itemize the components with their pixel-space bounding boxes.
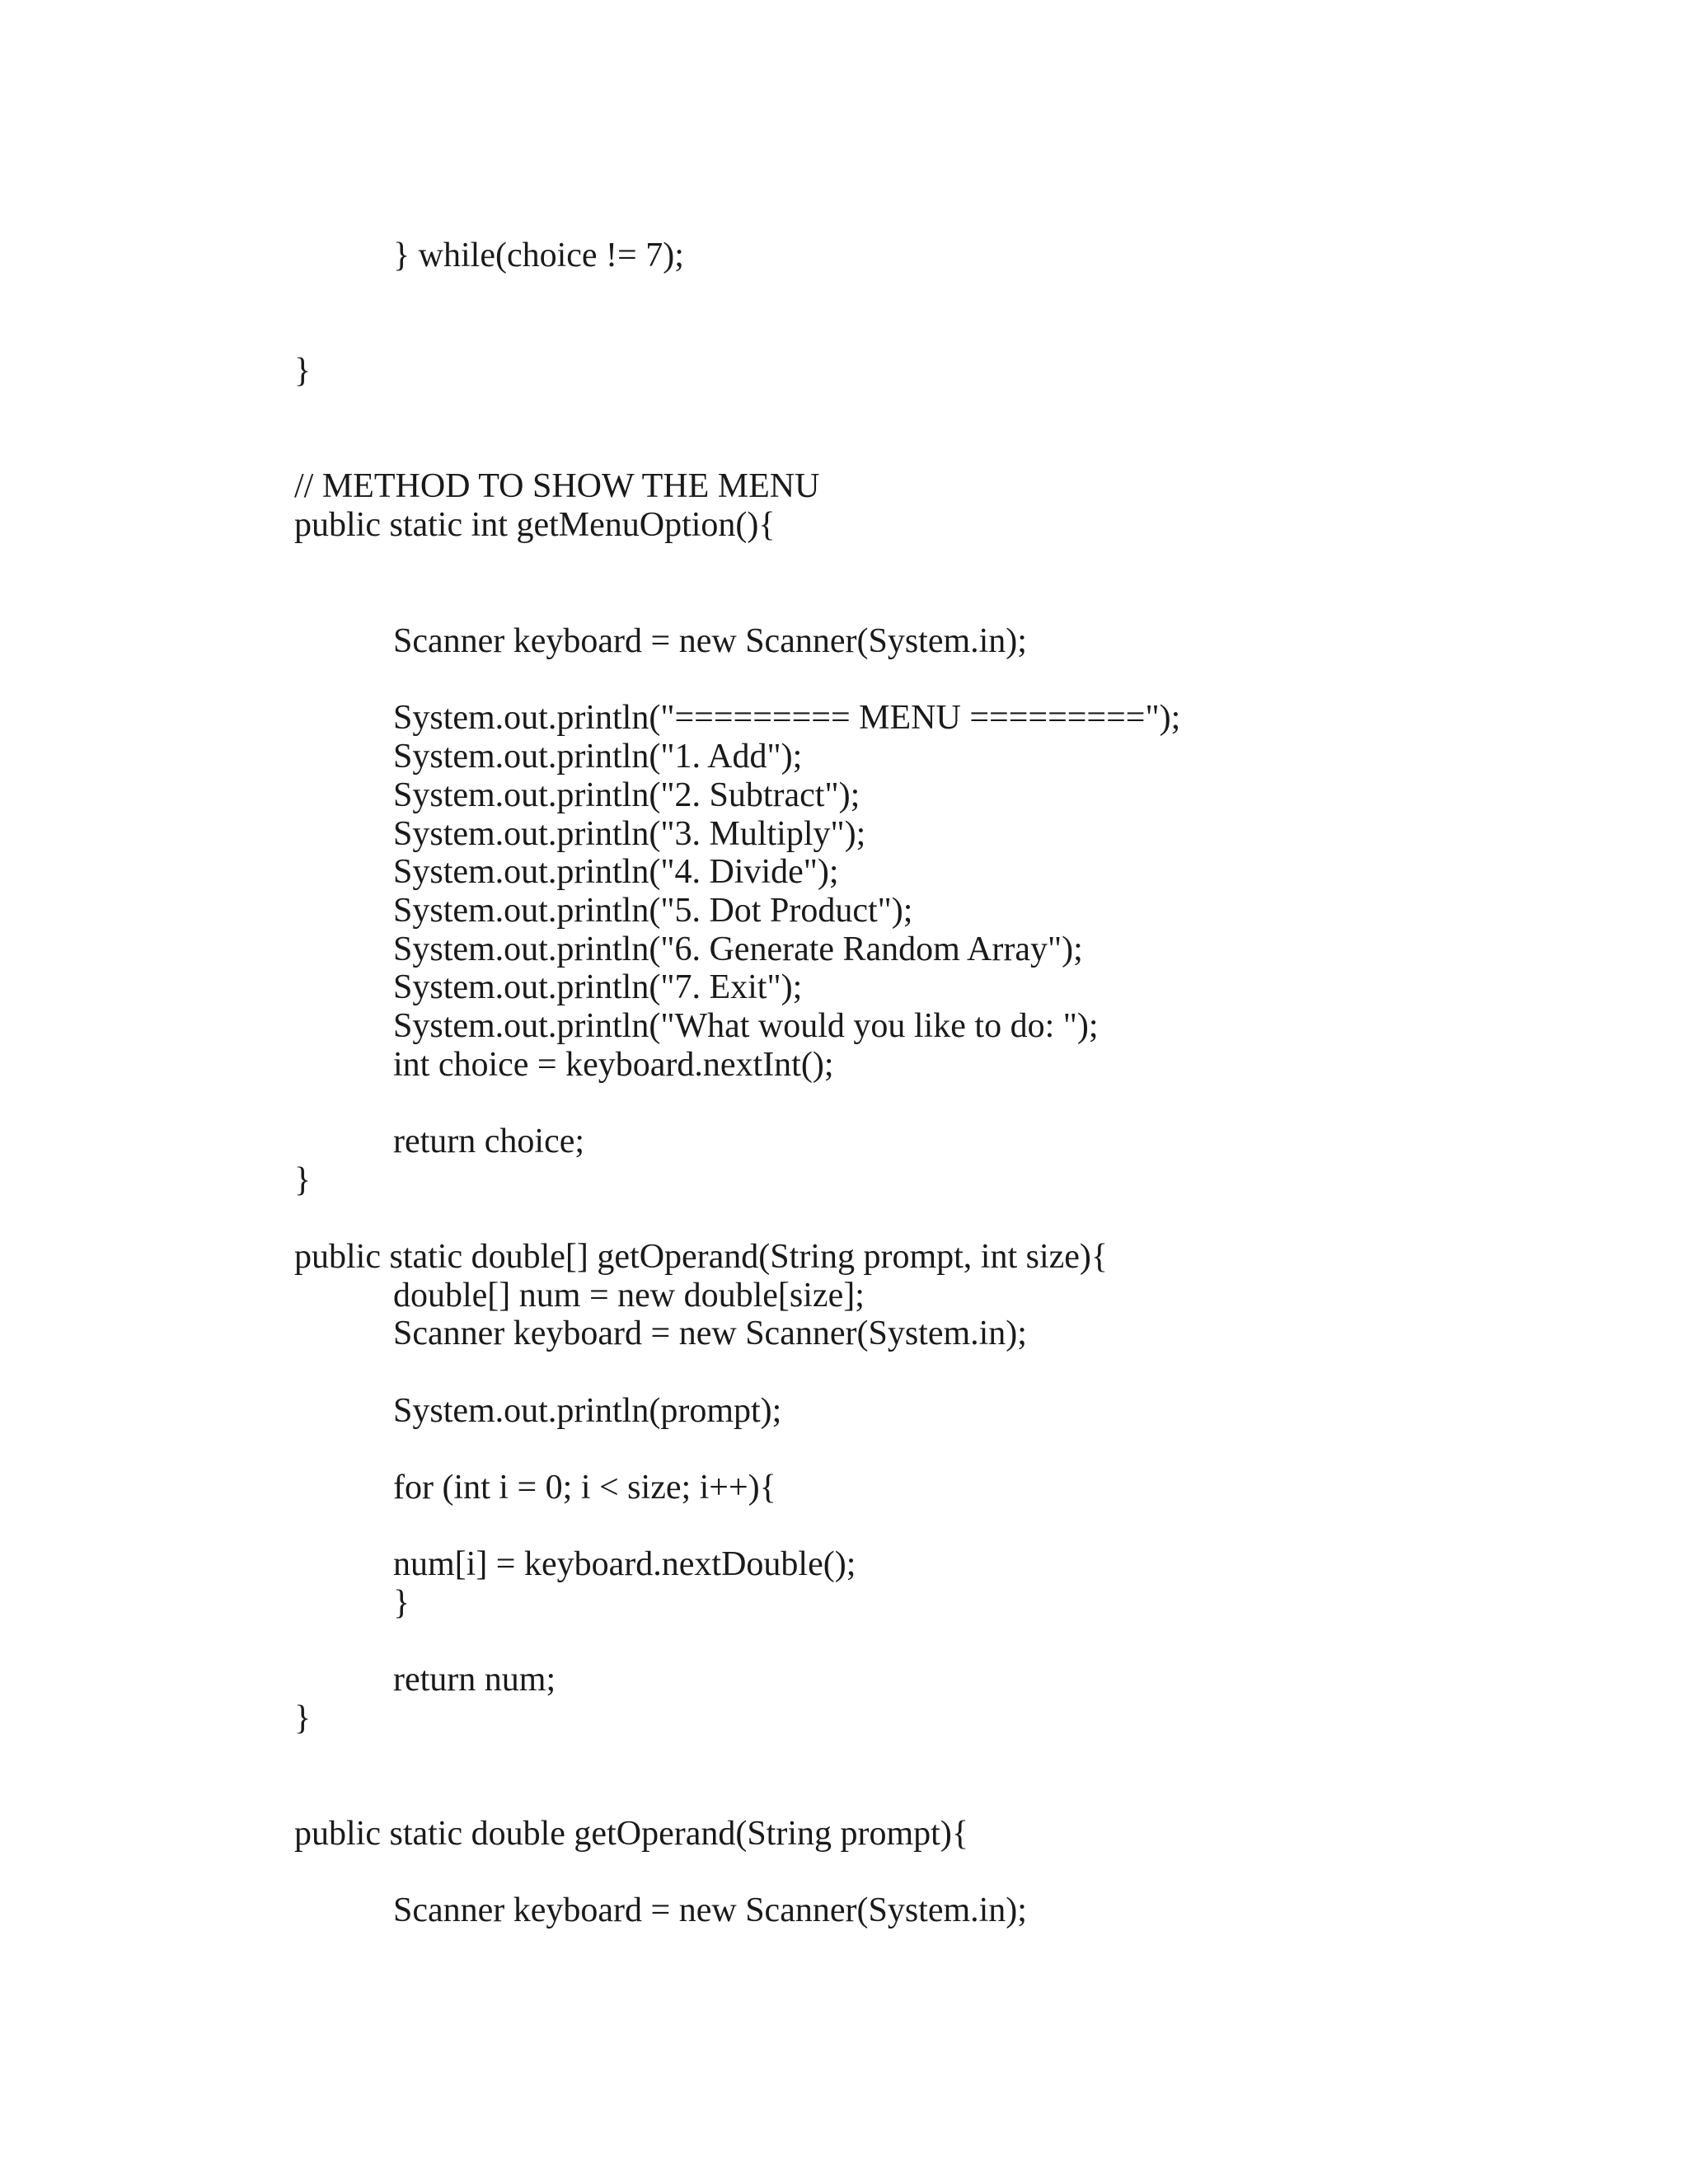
- code-line: System.out.println("5. Dot Product");: [393, 892, 913, 930]
- code-line: System.out.println("What would you like to do: ");: [393, 1007, 1099, 1045]
- code-line: System.out.println(prompt);: [393, 1392, 782, 1430]
- code-line: return choice;: [393, 1122, 585, 1160]
- code-line: System.out.println("7. Exit");: [393, 968, 803, 1006]
- method-signature: public static int getMenuOption(){: [294, 506, 776, 544]
- code-line: }: [294, 1699, 312, 1737]
- code-line: Scanner keyboard = new Scanner(System.in);: [393, 1891, 1027, 1929]
- code-line: System.out.println("1. Add");: [393, 738, 803, 776]
- method-signature: public static double getOperand(String prompt){: [294, 1815, 968, 1853]
- code-comment: // METHOD TO SHOW THE MENU: [294, 467, 820, 505]
- code-line: int choice = keyboard.nextInt();: [393, 1046, 834, 1084]
- code-line: }: [294, 352, 312, 390]
- code-line: System.out.println("3. Multiply");: [393, 815, 866, 853]
- code-line: double[] num = new double[size];: [393, 1277, 865, 1315]
- code-line: System.out.println("4. Divide");: [393, 853, 839, 891]
- code-line: for (int i = 0; i < size; i++){: [393, 1469, 776, 1507]
- code-line: System.out.println("6. Generate Random Array");: [393, 930, 1083, 968]
- method-signature: public static double[] getOperand(String prompt, int size){: [294, 1238, 1109, 1276]
- code-line: }: [294, 1161, 312, 1199]
- code-line: Scanner keyboard = new Scanner(System.in);: [393, 622, 1027, 660]
- code-line: return num;: [393, 1661, 556, 1699]
- code-line: }: [393, 1584, 410, 1622]
- code-line: num[i] = keyboard.nextDouble();: [393, 1545, 856, 1583]
- code-line: System.out.println("========= MENU =========");: [393, 699, 1181, 737]
- code-line: } while(choice != 7);: [393, 237, 684, 274]
- code-line: System.out.println("2. Subtract");: [393, 776, 860, 814]
- code-line: Scanner keyboard = new Scanner(System.in);: [393, 1315, 1027, 1352]
